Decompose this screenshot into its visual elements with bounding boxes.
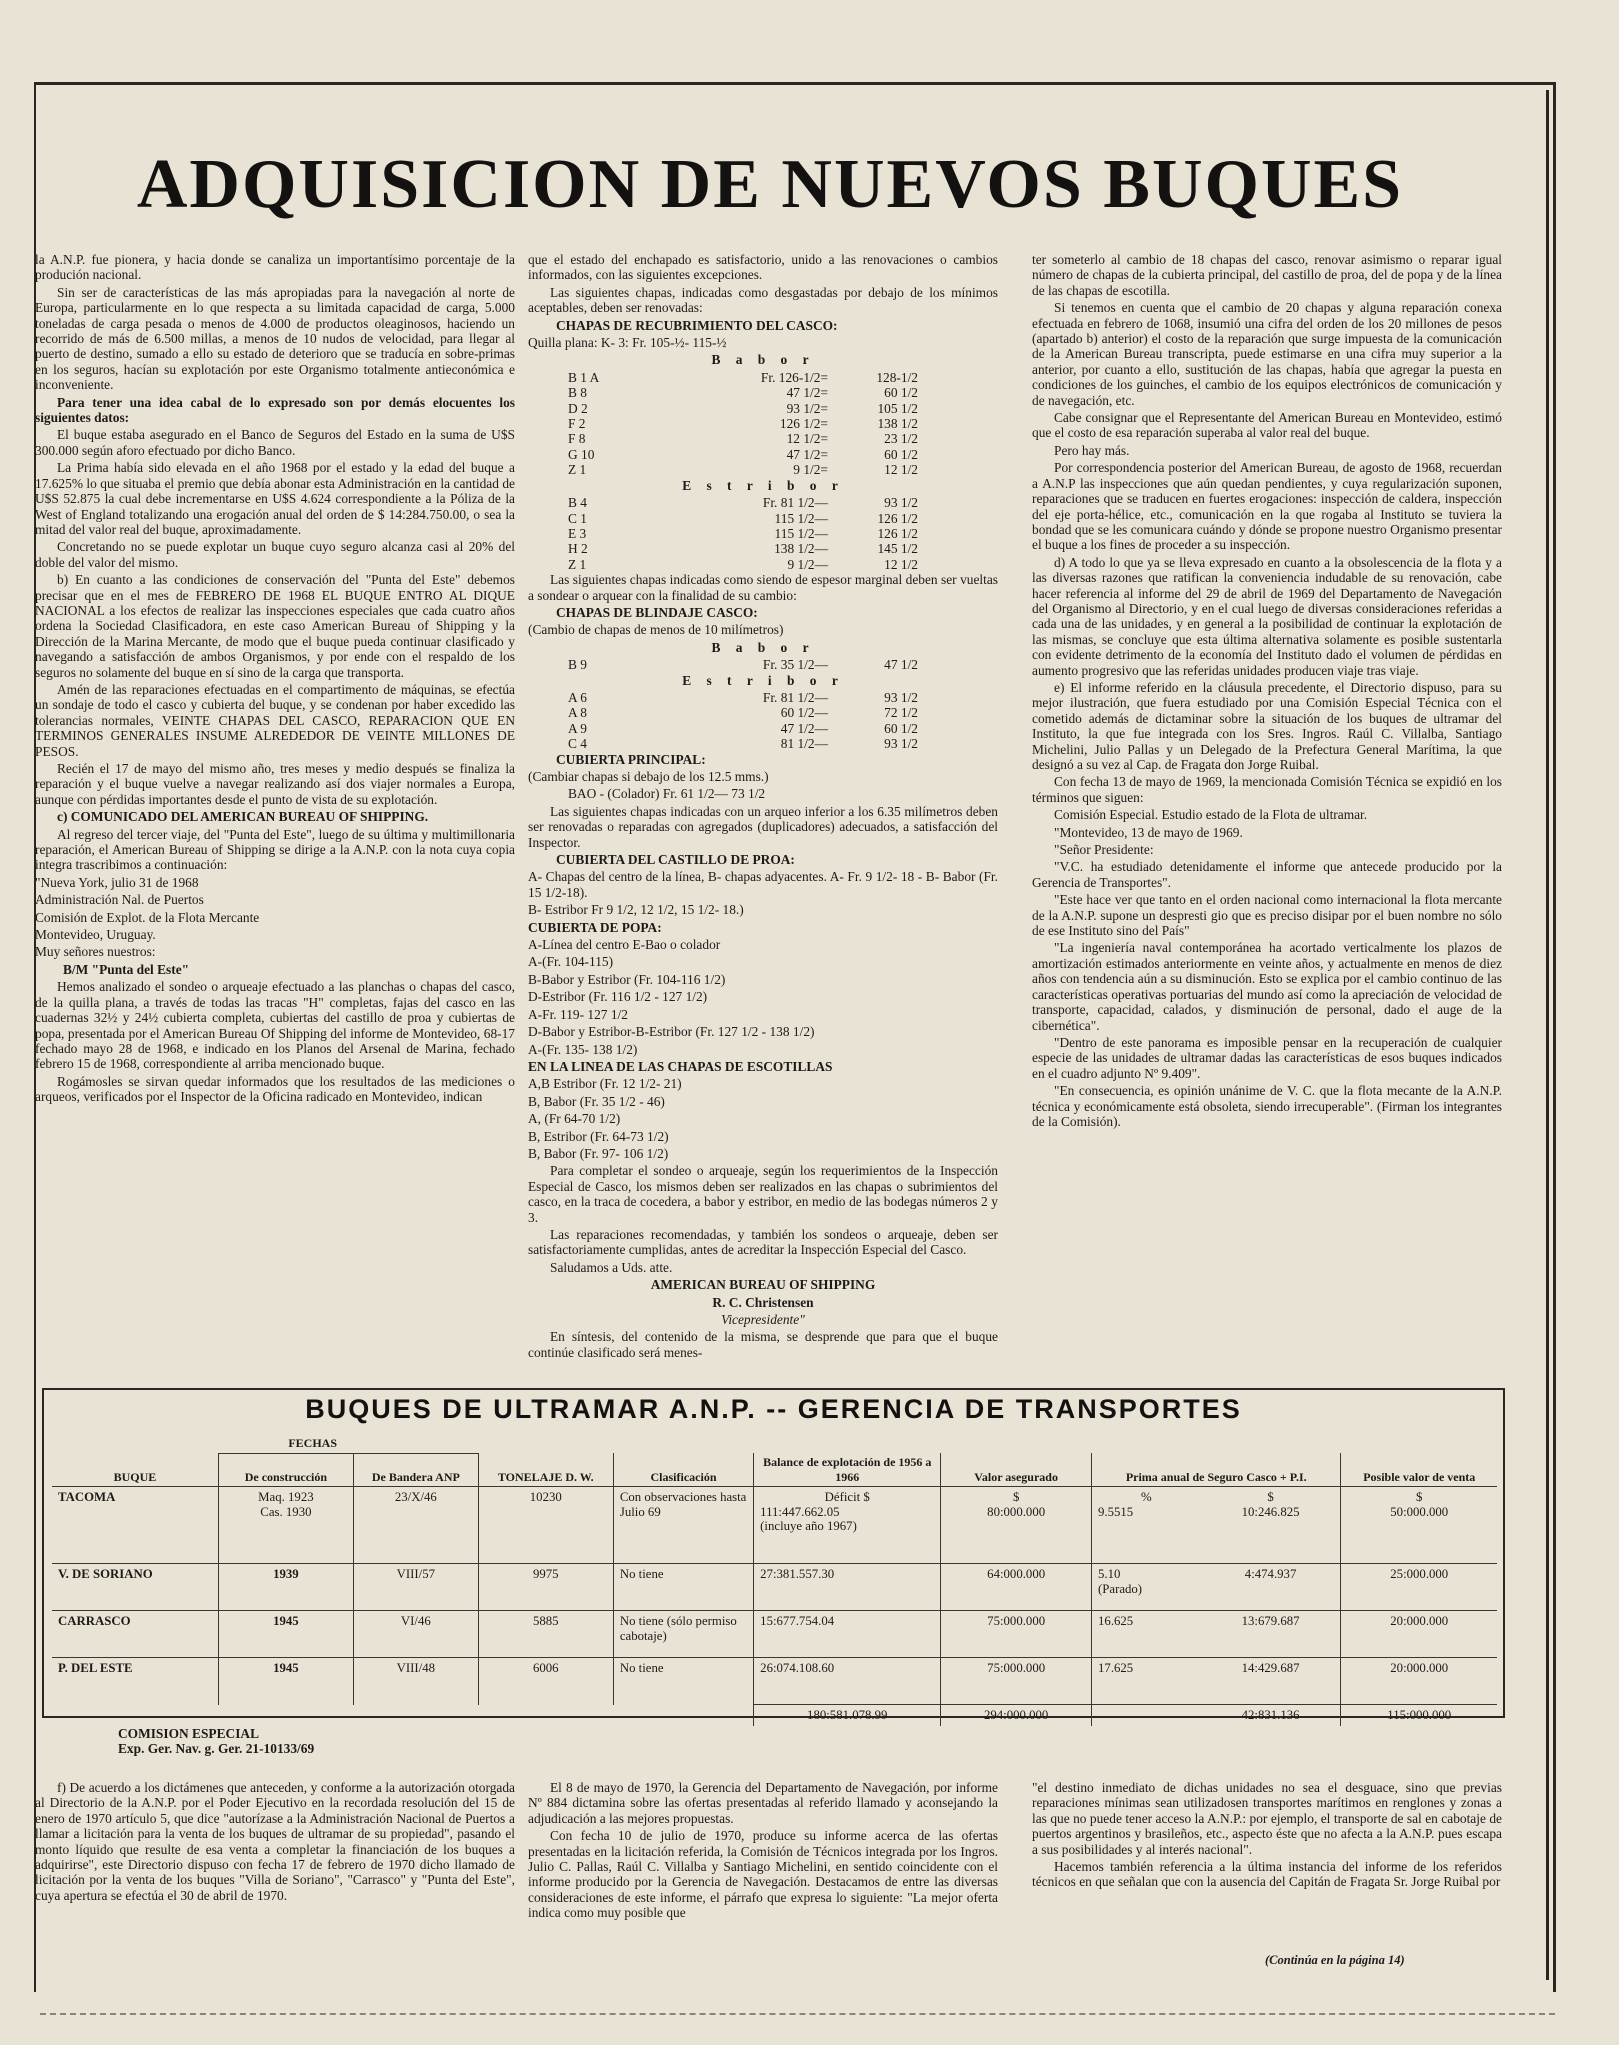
paragraph: En síntesis, del contenido de la misma, se desprende que para que el buque continúe clasificado será menes- (528, 1329, 998, 1360)
cell-value: VIII/57 (396, 1567, 436, 1581)
paragraph: Hacemos también referencia a la última instancia del informe de los referidos técnicos en que señalan que con la ausencia del Capitán de Fragata Sr. Jorge Ruibal por (1032, 1859, 1502, 1890)
plate-row (528, 462, 998, 477)
list-item: A-Línea del centro E-Bao o colador (528, 937, 721, 953)
side-label: E s t r i b o r (682, 672, 844, 688)
paragraph: Comisión Especial. Estudio estado de la Flota de ultramar. (1054, 807, 1368, 823)
paragraph: Al regreso del tercer viaje, del "Punta del Este", luego de su última y multimillonaria reparación, el American Bureau of Shipping se dirige a la A.N.P. con la nota cuya copia integra trascribimos a continuación: (35, 826, 515, 873)
paragraph: Amén de las reparaciones efectuadas en el compartimento de máquinas, se efectúa un sondaje de todo el casco y cubierta del buque, y se condenan por haber excedido las tolerancias normales, VEINTE CHAPAS DEL CASCO, REPARACION QUE EN TERMINOS GENERALES INSUME ALREDEDOR DE VEINTE MILLONES DE PESOS. (35, 681, 515, 759)
plate-row (528, 541, 998, 556)
plate-to: 145 1/2 (877, 541, 918, 557)
paragraph: "Dentro de este panorama es imposible pensar en la recuperación de cualquier especie de las unidades de ultramar dadas las características de esos buques indicados en el cuadro adjunto Nº 9.409". (1032, 1034, 1502, 1081)
cell-buque (52, 1487, 218, 1564)
cell-value: 13:679.687 (1241, 1614, 1300, 1628)
plate-to: 105 1/2 (877, 400, 918, 416)
plate-row (528, 401, 998, 416)
cell-clasificacion (613, 1487, 753, 1564)
subheading: (Cambiar chapas si debajo de los 12.5 mms.) (528, 769, 769, 784)
table-row (52, 1564, 1497, 1611)
plate-row (528, 431, 998, 446)
total-posible: 115:000.000 (1341, 1705, 1497, 1726)
paragraph: "V.C. ha estudiado detenidamente el informe que antecede producido por la Gerencia de Transportes". (1032, 859, 1502, 890)
paragraph: Las siguientes chapas indicadas con un arqueo inferior a los 6.35 milímetros deben ser renovadas o reparadas con agregados (duplicadores) adecuados, a satisfacción del Inspector. (528, 803, 998, 850)
col-header-bandera: De Bandera ANP (353, 1453, 478, 1487)
paragraph: Las siguientes chapas, indicadas como desgastadas por debajo de los mínimos aceptables, deben ser renovadas: (528, 284, 998, 316)
cell-posible (1341, 1487, 1497, 1564)
signature-name: R. C. Christensen (712, 1294, 814, 1310)
cell-value: CARRASCO (58, 1614, 131, 1628)
side-label: B a b o r (711, 352, 815, 368)
cell-tonelaje (478, 1564, 613, 1611)
cell-prima-amt (1201, 1564, 1341, 1611)
plate-to: 60 1/2 (884, 385, 918, 401)
plate-from: Fr. 35 1/2— (762, 657, 828, 673)
paragraph: Recién el 17 de mayo del mismo año, tres meses y medio después se finaliza la reparación y el buque vuelve a navegar realizando así dos viajer normales a Europa, aunque con pérdidas importantes desde el punto de vista de su explotación. (35, 761, 515, 807)
section-heading: EN LA LINEA DE LAS CHAPAS DE ESCOTILLAS (528, 1058, 833, 1074)
plate-from: 9 1/2— (787, 556, 828, 572)
section-heading: CUBIERTA PRINCIPAL: (556, 751, 706, 767)
cell-construccion (218, 1564, 353, 1611)
cell-value: 1945 (273, 1614, 299, 1628)
paragraph: Las reparaciones recomendadas, y también los sondeos o arqueaje, deben ser satisfactoriamente cumplidas, antes de acreditar la Inspección Especial del Casco. (528, 1226, 998, 1258)
ships-table-body (52, 1487, 1497, 1726)
plate-from: Fr. 81 1/2— (762, 495, 828, 511)
plate-row (528, 690, 998, 705)
list-item: B, Estribor (Fr. 64-73 1/2) (528, 1128, 669, 1144)
cell-construccion (218, 1611, 353, 1658)
paragraph: La Prima había sido elevada en el año 1968 por el estado y la edad del buque a 17.625% lo que situaba el premio que debía abonar esta Administración en la cantidad de U$S 52.875 la cual debe incrementarse en U$S 4.624 correspondiente a la Póliza de la West of England totalizando una erogación anual del orden de $ 14:284.750.00, o sea la mitad del valor real del buque, aproximadamente. (35, 460, 515, 537)
unit-label: $ (1416, 1490, 1423, 1504)
list-item: A, (Fr 64-70 1/2) (528, 1111, 621, 1127)
side-label: B a b o r (711, 639, 815, 655)
plate-id: A 9 (568, 720, 587, 736)
cell-valor (941, 1611, 1092, 1658)
plate-id: A 6 (568, 689, 587, 705)
list-item: A-Fr. 119- 127 1/2 (528, 1006, 628, 1022)
cell-valor (941, 1564, 1092, 1611)
cell-clasificacion (613, 1611, 753, 1658)
ships-table (52, 1434, 1497, 1726)
plate-from: 115 1/2— (774, 525, 828, 541)
column-3 (1032, 252, 1502, 1397)
cell-value: 20:000.000 (1390, 1614, 1449, 1628)
plate-to: 126 1/2 (877, 510, 918, 526)
section-heading: CUBIERTA DE POPA: (528, 919, 662, 935)
paragraph: Por correspondencia posterior del American Bureau, de agosto de 1968, recuerdan a A.N.P las inspecciones que aún quedan pendientes, y cuya regularización suponen, reparaciones que se traducen en fuertes erogaciones: inspección de caldera, inspección del eje porta-hélice, etc., comunicación en la que rogaba al Instituto se tuviera la bondad que se les comunicara cuándo y dónde se propone nuestro Organismo presentar el buque a los fines de proceder a su inspección. (1032, 460, 1502, 553)
cell-value: 6006 (532, 1661, 559, 1675)
plate-to: 12 1/2 (884, 556, 918, 572)
total-bandera (353, 1705, 478, 1726)
col-header-posible: Posible valor de venta (1341, 1453, 1497, 1487)
plate-id: F 8 (568, 431, 586, 447)
paragraph: Cabe consignar que el Representante del American Bureau en Montevideo, estimó que el costo de esa reparación superaba al valor real del buque. (1032, 410, 1502, 441)
comision-title: COMISION ESPECIAL (118, 1726, 260, 1741)
plate-from: 126 1/2= (779, 416, 828, 432)
cell-value: 9.5515 (1098, 1504, 1134, 1519)
list-item: B, Babor (Fr. 97- 106 1/2) (528, 1145, 669, 1161)
letter-line: "Nueva York, julio 31 de 1968 (35, 874, 199, 890)
plate-to: 93 1/2 (884, 495, 918, 511)
plate-row (528, 557, 998, 572)
cell-bandera (353, 1611, 478, 1658)
cell-value: 50:000.000 (1390, 1504, 1449, 1519)
cell-value: TACOMA (58, 1490, 116, 1504)
bottom-column-1 (35, 1780, 515, 1980)
total-tonelaje (478, 1705, 613, 1726)
cell-value: 25:000.000 (1390, 1567, 1449, 1581)
cell-buque (52, 1658, 218, 1705)
cell-value: 23/X/46 (394, 1490, 437, 1504)
plate-list (528, 370, 998, 478)
cell-tonelaje (478, 1658, 613, 1705)
col-header-prima: Prima anual de Seguro Casco + P.I. (1092, 1453, 1341, 1487)
total-construccion (218, 1705, 353, 1726)
paragraph: ter someterlo al cambio de 18 chapas del casco, renovar asimismo o reparar igual número de chapas de la cubierta principal, del castillo de proa, del de popa y de la línea de las chapas de escotilla. (1032, 252, 1502, 298)
list-item: A-(Fr. 104-115) (528, 954, 614, 970)
cell-value: No tiene (sólo permiso cabotaje) (619, 1614, 737, 1643)
plate-row (528, 370, 998, 385)
cell-value: 75:000.000 (987, 1661, 1046, 1675)
paragraph: Si tenemos en cuenta que el cambio de 20 chapas y alguna reparación conexa efectuada en febrero de 1068, insumió una cifra del orden de los 20 millones de pesos (apartado b) anterior) el costo de la reparación que surge impuesta de la comunicación de la American Bureau transcripta, puede estimarse en una cifra muy superior a la anterior, por cuanto a ello, sustitución de las chapas, había que agregar la puesta en condiciones de los guinches, el cambio de los equipos electrónicos de comunicación y de navegación, etc. (1032, 300, 1502, 408)
comision-exp: Exp. Ger. Nav. g. Ger. 21-10133/69 (118, 1741, 315, 1756)
plate-row (528, 447, 998, 462)
plate-to: 138 1/2 (877, 416, 918, 432)
cell-value: 80:000.000 (987, 1504, 1046, 1519)
cell-value: 5885 (532, 1614, 559, 1628)
plate-list (528, 495, 998, 572)
paragraph: "Montevideo, 13 de mayo de 1969. (1054, 824, 1243, 840)
col-header-valor: Valor asegurado (941, 1453, 1092, 1487)
plate-from: Fr. 126-1/2= (760, 369, 828, 385)
table-title: BUQUES DE ULTRAMAR A.N.P. -- GERENCIA DE TRANSPORTES (305, 1394, 1242, 1424)
list-item: D-Babor y Estribor-B-Estribor (Fr. 127 1/2 - 138 1/2) (528, 1024, 815, 1040)
cell-value: V. DE SORIANO (58, 1567, 153, 1581)
cell-bandera (353, 1658, 478, 1705)
plate-from: 12 1/2= (786, 431, 828, 447)
continued-note: (Continúa en la página 14) (1265, 1953, 1405, 1967)
list-item: A-(Fr. 135- 138 1/2) (528, 1041, 638, 1057)
col-header-construccion: De construcción (218, 1453, 353, 1487)
plate-list (528, 657, 998, 672)
plate-id: Z 1 (568, 556, 587, 572)
cell-value: 1939 (273, 1567, 299, 1581)
cell-valor (941, 1658, 1092, 1705)
unit-label: % (1141, 1490, 1152, 1504)
unit-label: $ (1267, 1490, 1274, 1504)
plate-from: 138 1/2— (774, 541, 828, 557)
paragraph: El buque estaba asegurado en el Banco de Seguros del Estado en la suma de U$S 300.000 según aforo efectuado por dicho Banco. (35, 427, 515, 458)
list-item: A,B Estribor (Fr. 12 1/2- 21) (528, 1076, 682, 1092)
cell-posible (1341, 1658, 1497, 1705)
plate-from: 93 1/2= (786, 400, 828, 416)
plate-id: F 2 (568, 416, 586, 432)
cell-posible (1341, 1564, 1497, 1611)
total-prima-amt: 42:831.136 (1201, 1705, 1341, 1726)
paragraph: la A.N.P. fue pionera, y hacia donde se canaliza un importantísimo porcentaje de la produción nacional. (35, 252, 515, 283)
plate-id: B 8 (568, 385, 587, 401)
bottom-column-3 (1032, 1780, 1502, 1980)
table-row (52, 1487, 1497, 1564)
plate-to: 60 1/2 (884, 720, 918, 736)
unit-label: Déficit $ (824, 1490, 870, 1504)
paragraph: que el estado del enchapado es satisfactorio, unido a las renovaciones o cambios informados, con las siguientes excepciones. (528, 252, 998, 283)
plate-row (528, 385, 998, 400)
list-item: A- Chapas del centro de la línea, B- chapas adyacentes. A- Fr. 9 1/2- 18 - B- Babor (Fr. 15 1/2-18). (528, 869, 998, 900)
cell-bandera (353, 1487, 478, 1564)
cell-tonelaje (478, 1611, 613, 1658)
paragraph: e) El informe referido en la cláusula precedente, el Directorio dispuso, para su mejor ilustración, que fuera estudiado por una Comisión Especial Técnica con el cometido además de dictaminar sobre la situación de los buques de ultramar del Instituto, la que fue integrada con los Sres. Ingros. Raúl C. Villalba, Santiago Michelini, Julio Pallas y un Delegado de la Prefectura General Marítima, la que designó a su vez al Cap. de Fragata don Jorge Ruibal. (1032, 679, 1502, 772)
plate-from: Fr. 81 1/2— (762, 689, 828, 705)
paragraph: b) En cuanto a las condiciones de conservación del "Punta del Este" debemos precisar que en el mes de FEBRERO DE 1968 EL BUQUE ENTRO AL DIQUE NACIONAL a los efectos de realizar las inspecciones especiales que cada cuatro años ordena la Sociedad Clasificadora, en este caso American Bureau of Shipping y la Dirección de la Marina Mercante, de modo que el buque pueda continuar clasificado y navegando a satisfacción de ambos Organismos, y por ende con el respaldo de los seguros no solamente del buque en sí sino de la carga que transporta. (35, 572, 515, 680)
paragraph: Para tener una idea cabal de lo expresado son por demás elocuentes los siguientes datos: (35, 394, 515, 426)
cell-bandera (353, 1564, 478, 1611)
cell-valor (941, 1487, 1092, 1564)
column-1 (35, 252, 515, 1397)
paragraph: "el destino inmediato de dichas unidades no sea el desguace, sino que previas reparaciones mínimas sean utilizadosen transportes marítimos en renglones y zonas a las que no puede tener acceso la A.N.P.: por ejemplo, el transporte de sal en cabotaje de puertos argentinos y brasileños, etc., aspecto éste que no afecta a la A.N.P. pues escapa a sus posibilidades y al interés nacional". (1032, 1780, 1502, 1857)
plate-from: 115 1/2— (774, 510, 828, 526)
cell-value: 14:429.687 (1241, 1661, 1300, 1675)
unit-label: $ (1012, 1490, 1020, 1504)
letter-subject: B/M "Punta del Este" (63, 961, 190, 977)
plate-from: 60 1/2— (780, 705, 828, 721)
cell-value: 17.625 (1098, 1661, 1134, 1675)
signature-org: AMERICAN BUREAU OF SHIPPING (650, 1277, 876, 1293)
total-prima-pct (1092, 1705, 1201, 1726)
plate-to: 23 1/2 (884, 431, 918, 447)
letter-line: Montevideo, Uruguay. (35, 927, 156, 943)
plate-from: 47 1/2— (780, 720, 828, 736)
comision-label (118, 1726, 314, 1756)
cell-value: VI/46 (400, 1614, 431, 1628)
plate-id: C 4 (568, 736, 587, 752)
cell-value: 64:000.000 (987, 1567, 1046, 1581)
total-clasificacion (613, 1705, 753, 1726)
plate-row (528, 657, 998, 672)
cell-value: 4:474.937 (1244, 1567, 1297, 1581)
col-header-buque: BUQUE (113, 1469, 157, 1484)
cell-value: 27:381.557.30 (760, 1567, 835, 1581)
paragraph: Pero hay más. (1054, 442, 1130, 458)
cell-buque (52, 1564, 218, 1611)
paragraph: Con fecha 13 de mayo de 1969, la mencionada Comisión Técnica se expidió en los términos que siguen: (1032, 774, 1502, 805)
paragraph: "Este hace ver que tanto en el orden nacional como internacional la flota mercante de la A.N.P. supone un despresti gio que es preciso disipar por el buen nombre no sólo de ese Instituto sino del País" (1032, 892, 1502, 939)
plate-to: 72 1/2 (884, 705, 918, 721)
plate-id: H 2 (568, 541, 588, 557)
cell-balance (754, 1487, 941, 1564)
section-heading: CHAPAS DE RECUBRIMIENTO DEL CASCO: (556, 317, 838, 333)
plate-from: 9 1/2= (793, 462, 828, 478)
plate-id: A 8 (568, 705, 587, 721)
col-header-tonelaje: TONELAJE D. W. (478, 1453, 613, 1487)
cell-tonelaje (478, 1487, 613, 1564)
cell-value: 9975 (532, 1567, 559, 1581)
plate-id: G 10 (568, 446, 595, 462)
plate-from: 47 1/2= (786, 446, 828, 462)
ships-table-box (42, 1388, 1505, 1722)
plate-id: Z 1 (568, 462, 587, 478)
cell-value: 20:000.000 (1390, 1661, 1449, 1675)
plate-list (528, 690, 998, 752)
list-item: B- Estribor Fr 9 1/2, 12 1/2, 15 1/2- 18.) (528, 902, 744, 918)
list-item: B, Babor (Fr. 35 1/2 - 46) (528, 1093, 665, 1109)
section-heading: CHAPAS DE BLINDAJE CASCO: (556, 604, 758, 620)
cell-value: 10230 (529, 1490, 562, 1504)
paragraph: Rogámosles se sirvan quedar informados que los resultados de las mediciones o arqueos, verificados por el Inspector de la Oficina radicado en Montevideo, indican (35, 1073, 515, 1105)
paragraph: Para completar el sondeo o arqueaje, según los requerimientos de la Inspección Especial de Casco, los mismos deben ser realizados en las chapas o subrimientos del casco, en la traca de cocedera, a babor y estribor, en medio de las bodegas números 2 y 3. (528, 1163, 998, 1225)
cell-value: 111:447.662.05 (incluye año 1967) (760, 1504, 857, 1533)
list-item: D-Estribor (Fr. 116 1/2 - 127 1/2) (528, 989, 708, 1005)
plate-id: E 3 (568, 525, 587, 541)
cell-prima-pct (1092, 1564, 1201, 1611)
cell-balance (754, 1611, 941, 1658)
paragraph: El 8 de mayo de 1970, la Gerencia del Departamento de Navegación, por informe Nº 884 dictamina sobre las ofertas presentadas al referido llamado y aconsejando la adjudicación a las mejores propuestas. (528, 1780, 998, 1826)
totals-row (52, 1705, 1497, 1726)
side-label: E s t r i b o r (682, 477, 844, 493)
page-title: ADQUISICION DE NUEVOS BUQUES (136, 146, 1404, 223)
plate-from: 81 1/2— (780, 736, 828, 752)
cell-prima-pct (1092, 1658, 1201, 1705)
cell-value: 1945 (273, 1661, 299, 1675)
cell-value: 16.625 (1098, 1614, 1134, 1628)
paragraph: Las siguientes chapas indicadas como siendo de espesor marginal deben ser vueltas a sondear o arquear con la finalidad de su cambio: (528, 572, 998, 603)
plate-row (528, 721, 998, 736)
frame-right-rule (1546, 90, 1549, 1980)
signature-role: Vicepresidente" (721, 1312, 805, 1327)
quilla-line: Quilla plana: K- 3: Fr. 105-½- 115-½ (528, 335, 727, 351)
table-row (52, 1658, 1497, 1705)
cell-balance (754, 1564, 941, 1611)
list-item: B-Babor y Estribor (Fr. 104-116 1/2) (528, 971, 726, 987)
paragraph: Con fecha 10 de julio de 1970, produce su informe acerca de las ofertas presentadas en la licitación referida, la Comisión de Técnicos integrada por los Ingros. Julio C. Pallas, Raúl C. Villalba y Santiago Michelini, en sentido coincidente con el informe producido por la Gerencia de Navegación. Destacamos de entre las diversas consideraciones de este informe, el párrafo que expresa lo siguiente: "La mejor oferta indica como muy posible que (528, 1828, 998, 1921)
plate-to: 47 1/2 (884, 657, 918, 673)
cell-value: No tiene (619, 1567, 664, 1581)
plate-id: B 4 (568, 495, 587, 511)
letter-line: Comisión de Explot. de la Flota Mercante (35, 909, 260, 925)
letter-line: Muy señores nuestros: (35, 944, 156, 960)
cell-value: 75:000.000 (987, 1614, 1046, 1628)
bao-line: BAO - (Colador) Fr. 61 1/2— 73 1/2 (568, 786, 766, 802)
cell-value: 15:677.754.04 (760, 1614, 835, 1628)
paragraph: "Señor Presidente: (1054, 842, 1154, 858)
section-heading: c) COMUNICADO DEL AMERICAN BUREAU OF SHIPPING. (57, 809, 429, 825)
cell-posible (1341, 1611, 1497, 1658)
plate-id: B 9 (568, 657, 587, 673)
cell-clasificacion (613, 1564, 753, 1611)
plate-row (528, 705, 998, 720)
plate-id: B 1 A (568, 369, 600, 385)
plate-id: C 1 (568, 510, 587, 526)
plate-to: 12 1/2 (884, 462, 918, 478)
paragraph: f) De acuerdo a los dictámenes que anteceden, y conforme a la autorización otorgada al Directorio de la A.N.P. por el Poder Ejecutivo en la recordada resolución del 15 de enero de 1970 artículo 5, que dice "autorízase a la Administración Nacional de Puertos a llamar a licitación para la venta de los buques de ultramar de su propiedad", pasando el monto líquido que resulte de esa venta a completar la financiación de los buques a adquirirse", este Directorio dispuso con fecha 17 de febrero de 1970 dicho llamado de licitación por la venta de los buques "Villa de Soriano", "Carrasco" y "Punta del Este", cuya apertura se efectúa el 30 de abril de 1970. (35, 1780, 515, 1903)
cell-value: 5.10 (Parado) (1098, 1567, 1143, 1596)
plate-row (528, 416, 998, 431)
cell-prima-amt (1201, 1487, 1341, 1564)
plate-to: 126 1/2 (877, 525, 918, 541)
plate-to: 128-1/2 (876, 369, 918, 385)
plate-to: 60 1/2 (884, 446, 918, 462)
cell-buque (52, 1611, 218, 1658)
table-row (52, 1611, 1497, 1658)
paragraph: Hemos analizado el sondeo o arqueaje efectuado a las planchas o chapas del casco, de la quilla plana, a través de todas las tracas "H" completas, fajas del casco en las cuadernas 32½ y 24½ cubierta completa, cubiertas del castillo de proa y cubiertas de popa, presentada por el American Bureau Of Shipping del informe de Montevideo, 68-17 fechado mayo 28 de 1968, e indicado en los Planos del Arsenal de Marina, fechado febrero 15 de 1968, correspondiente al arriba mencionado buque. (35, 979, 515, 1072)
plate-row (528, 511, 998, 526)
cell-value: Maq. 1923 Cas. 1930 (258, 1490, 314, 1519)
plate-row (528, 495, 998, 510)
bottom-column-2 (528, 1780, 998, 1980)
plate-from: 47 1/2= (786, 385, 828, 401)
paragraph: "En consecuencia, es opinión unánime de V. C. que la flota mecante de la A.N.P. técnica y económicamente está obsoleta, siendo irrecuperable". (Firman los integrantes de la Comisión). (1032, 1083, 1502, 1129)
cell-prima-pct (1092, 1487, 1201, 1564)
cell-value: Con observaciones hasta Julio 69 (619, 1490, 747, 1519)
plate-to: 93 1/2 (884, 689, 918, 705)
total-valor: 294:000.000 (941, 1705, 1092, 1726)
section-heading: CUBIERTA DEL CASTILLO DE PROA: (556, 852, 795, 868)
closing: Saludamos a Uds. atte. (550, 1259, 673, 1275)
bottom-dashed-rule (40, 2013, 1555, 2015)
total-balance: 180:581.078.99 (754, 1705, 941, 1726)
total-buque (52, 1705, 218, 1726)
fechas-header: FECHAS (288, 1436, 338, 1450)
plate-row (528, 526, 998, 541)
col-header-clasificacion: Clasificación (613, 1453, 753, 1487)
letter-line: Administración Nal. de Puertos (35, 892, 204, 908)
column-2 (528, 252, 998, 1397)
cell-value: VIII/48 (396, 1661, 436, 1675)
cell-prima-pct (1092, 1611, 1201, 1658)
cell-value: P. DEL ESTE (58, 1661, 133, 1675)
cell-value: No tiene (619, 1661, 664, 1675)
subheading: (Cambio de chapas de menos de 10 milímetros) (528, 622, 784, 638)
cell-prima-amt (1201, 1658, 1341, 1705)
plate-row (528, 736, 998, 751)
plate-to: 93 1/2 (884, 736, 918, 752)
cell-prima-amt (1201, 1611, 1341, 1658)
cell-balance (754, 1658, 941, 1705)
cell-value: 26:074.108.60 (760, 1661, 835, 1675)
cell-value: 10:246.825 (1241, 1504, 1300, 1519)
col-header-balance: Balance de explotación de 1956 a 1966 (754, 1453, 941, 1487)
cell-clasificacion (613, 1658, 753, 1705)
paragraph: "La ingeniería naval contemporánea ha acortado verticalmente los plazos de amortización estimados anteriormente en veinte años, y actualmente en menos de diez años con tendencia aún a su disminución. Esto se explica por el cambio continuo de las características operativas portuarias del mundo así como la apreciación de velocidad de transporte, capacidad, calados, y disminución de personal, dado el auge de la cibernética". (1032, 940, 1502, 1033)
cell-construccion (218, 1487, 353, 1564)
paragraph: Sin ser de características de las más apropiadas para la navegación al norte de Europa, particularmente en lo que respecta a su limitada capacidad de carga, 5.000 toneladas de carga pesada o menos de 4.000 de productos oleaginosos, haciendo un recorrido de más de 6.500 millas, a menos de 10 nudos de velocidad, para llegar al puerto de destino, sumado a ello su estado de deterioro que se traducía en sobre-primas en los seguros, hacían su explotación por este Organismo totalmente antieconómica e inconveniente. (35, 284, 515, 393)
plate-id: D 2 (568, 400, 588, 416)
cell-construccion (218, 1658, 353, 1705)
paragraph: d) A todo lo que ya se lleva expresado en cuanto a la obsolescencia de la flota y a las diversas razones que ratifican la conveniencia indudable de su renovación, cabe hacer referencia al informe del 29 de abril de 1969 del Departamento de Navegación del Organismo al Directorio, y en el cual luego de diversas consideraciones referidas a cada una de las unidades, y en general a la posibilidad de continuar la explotación de las mismas, se concluye que esta última alternativa solamente es posible sustentarla con evidente detrimento de la economía del Instituto dado el volumen de pérdidas en aumento progresivo que las referidas unidades producen viaje tras viaje. (1032, 554, 1502, 678)
paragraph: Concretando no se puede explotar un buque cuyo seguro alcanza casi al 20% del doble del valor del mismo. (35, 539, 515, 570)
